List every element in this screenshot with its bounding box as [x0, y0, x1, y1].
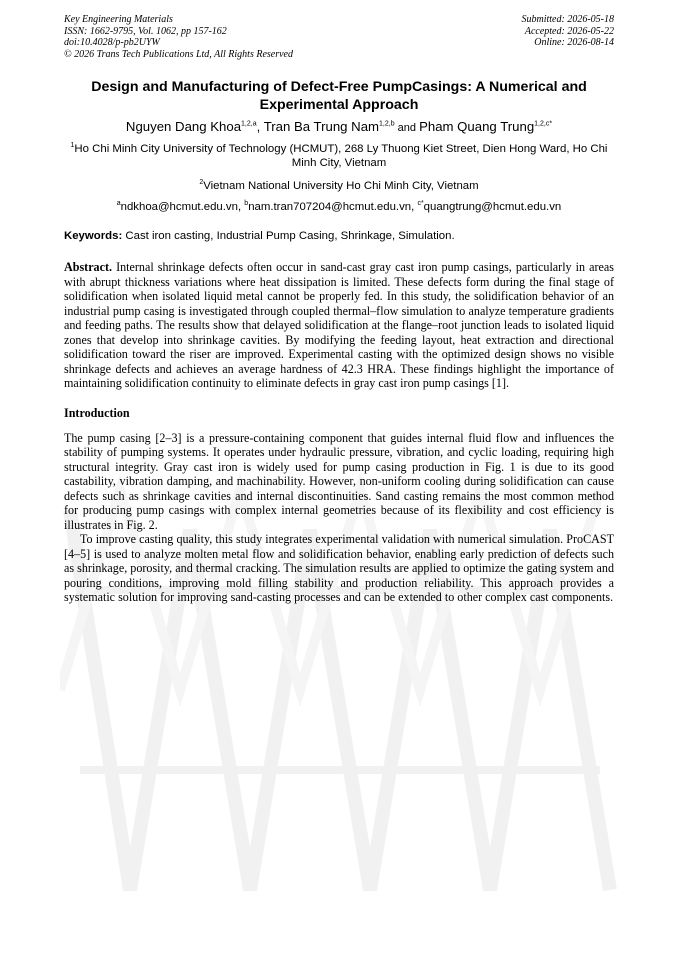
- author-name: Nguyen Dang Khoa: [125, 119, 242, 134]
- intro-paragraph-1: The pump casing [2–3] is a pressure-containing component that guides internal fluid flow and influences the stability of pumping systems. It operates under hydraulic pressure, vibration, and cyclic loading, requiring high structural integrity. Gray cast iron is widely used for pump casing production in Fig. 1 is due to its good castability, vibration damping, and machinability. However, non-uniform cooling during solidification can cause defects such as shrinkage cavities and internal discontinuities. Sand casting remains the most common method for producing pump casings with complex internal geometries because of its flexibility and cost efficiency is illustrates in Fig. 2.: [64, 430, 614, 532]
- email-superscript: b: [244, 200, 249, 208]
- copyright-line: © 2026 Trans Tech Publications Ltd, All Rights Reserved: [64, 48, 293, 60]
- keywords-text: Cast iron casting, Industrial Pump Casing, Shrinkage, Simulation.: [122, 230, 455, 242]
- author-superscript: 1,2,a: [241, 120, 257, 128]
- issn-line: ISSN: 1662-9795, Vol. 1062, pp 157-162: [64, 25, 227, 37]
- journal-name: Key Engineering Materials: [64, 14, 173, 25]
- author-list: [64, 118, 614, 137]
- author-and: and: [394, 122, 420, 134]
- doi-line[interactable]: doi:10.4028/p-pb2UYW: [64, 37, 160, 48]
- affiliation-text: Vietnam National University Ho Chi Minh City, Vietnam: [203, 180, 479, 192]
- header-left: [64, 14, 293, 60]
- intro-paragraph-2: To improve casting quality, this study integrates experimental validation with numerical simulation. ProCAST [4–5] is used to analyze molten metal flow and solidification behavior, enabling early prediction of defects such as shrinkage, porosity, and thermal cracking. The simulation results are applied to optimize the gating system and pouring conditions, improving mold filling stability and production reliability. This approach provides a systematic solution for improving sand-casting processes and can be extended to other complex cast components.: [64, 532, 614, 604]
- header-right: [522, 14, 615, 60]
- affiliation-text: Ho Chi Minh City University of Technology (HCMUT), 268 Ly Thuong Kiet Street, Dien Hong Ward, Ho Chi Minh City, Vietnam: [74, 143, 608, 169]
- affiliation-superscript: 1: [70, 142, 75, 150]
- keywords-block: [64, 230, 614, 242]
- submitted-date: Submitted: 2026-05-18: [521, 14, 614, 25]
- author-superscript: 1,2,b: [379, 120, 395, 128]
- email-link[interactable]: ndkhoa@hcmut.edu.vn,: [120, 201, 245, 213]
- author-name: Tran Ba Trung Nam: [263, 119, 380, 134]
- affiliation-1: [64, 142, 614, 170]
- journal-header: [64, 14, 614, 60]
- abstract-text: Internal shrinkage defects often occur in sand-cast gray cast iron pump casings, particularly in areas with abrupt thickness variations where heat dissipation is limited. These defects form during the final stage of solidification when isolated liquid metal cannot be properly fed. In this study, the solidification behavior of an industrial pump casing is investigated through coupled thermal–flow simulation to analyze temperature gradients and feeding paths. The results show that delayed solidification at the flange–root junction leads to isolated liquid zones that develop into shrinkage cavities. By modifying the feeding layout, heat extraction and directional solidification toward the riser are improved. Experimental casting with the optimized design shows no visible shrinkage defects and achieves an average hardness of 42.3 HRA. These findings highlight the importance of maintaining solidification continuity to eliminate defects in gray cast iron pump casings [1].: [64, 260, 614, 390]
- online-date: Online: 2026-08-14: [534, 37, 614, 48]
- affiliation-2: [64, 179, 614, 193]
- email-link[interactable]: nam.tran707204@hcmut.edu.vn,: [248, 201, 418, 213]
- paper-page: [64, 14, 614, 605]
- keywords-label: Keywords:: [64, 230, 123, 242]
- email-superscript: a: [116, 200, 121, 208]
- email-link[interactable]: quangtrung@hcmut.edu.vn: [423, 201, 562, 213]
- author-superscript: 1,2,c*: [534, 120, 553, 128]
- paper-title: Design and Manufacturing of Defect-Free PumpCasings: A Numerical and Experimental Approach: [91, 79, 587, 113]
- email-superscript: c*: [417, 200, 424, 208]
- author-separator: ,: [256, 119, 264, 134]
- abstract-label: Abstract.: [64, 260, 113, 274]
- affiliation-superscript: 2: [199, 179, 204, 187]
- author-emails: [64, 201, 614, 213]
- section-heading-introduction: Introduction: [64, 405, 130, 420]
- abstract-block: [64, 260, 614, 391]
- accepted-date: Accepted: 2026-05-22: [524, 25, 614, 37]
- author-name: Pham Quang Trung: [419, 119, 535, 134]
